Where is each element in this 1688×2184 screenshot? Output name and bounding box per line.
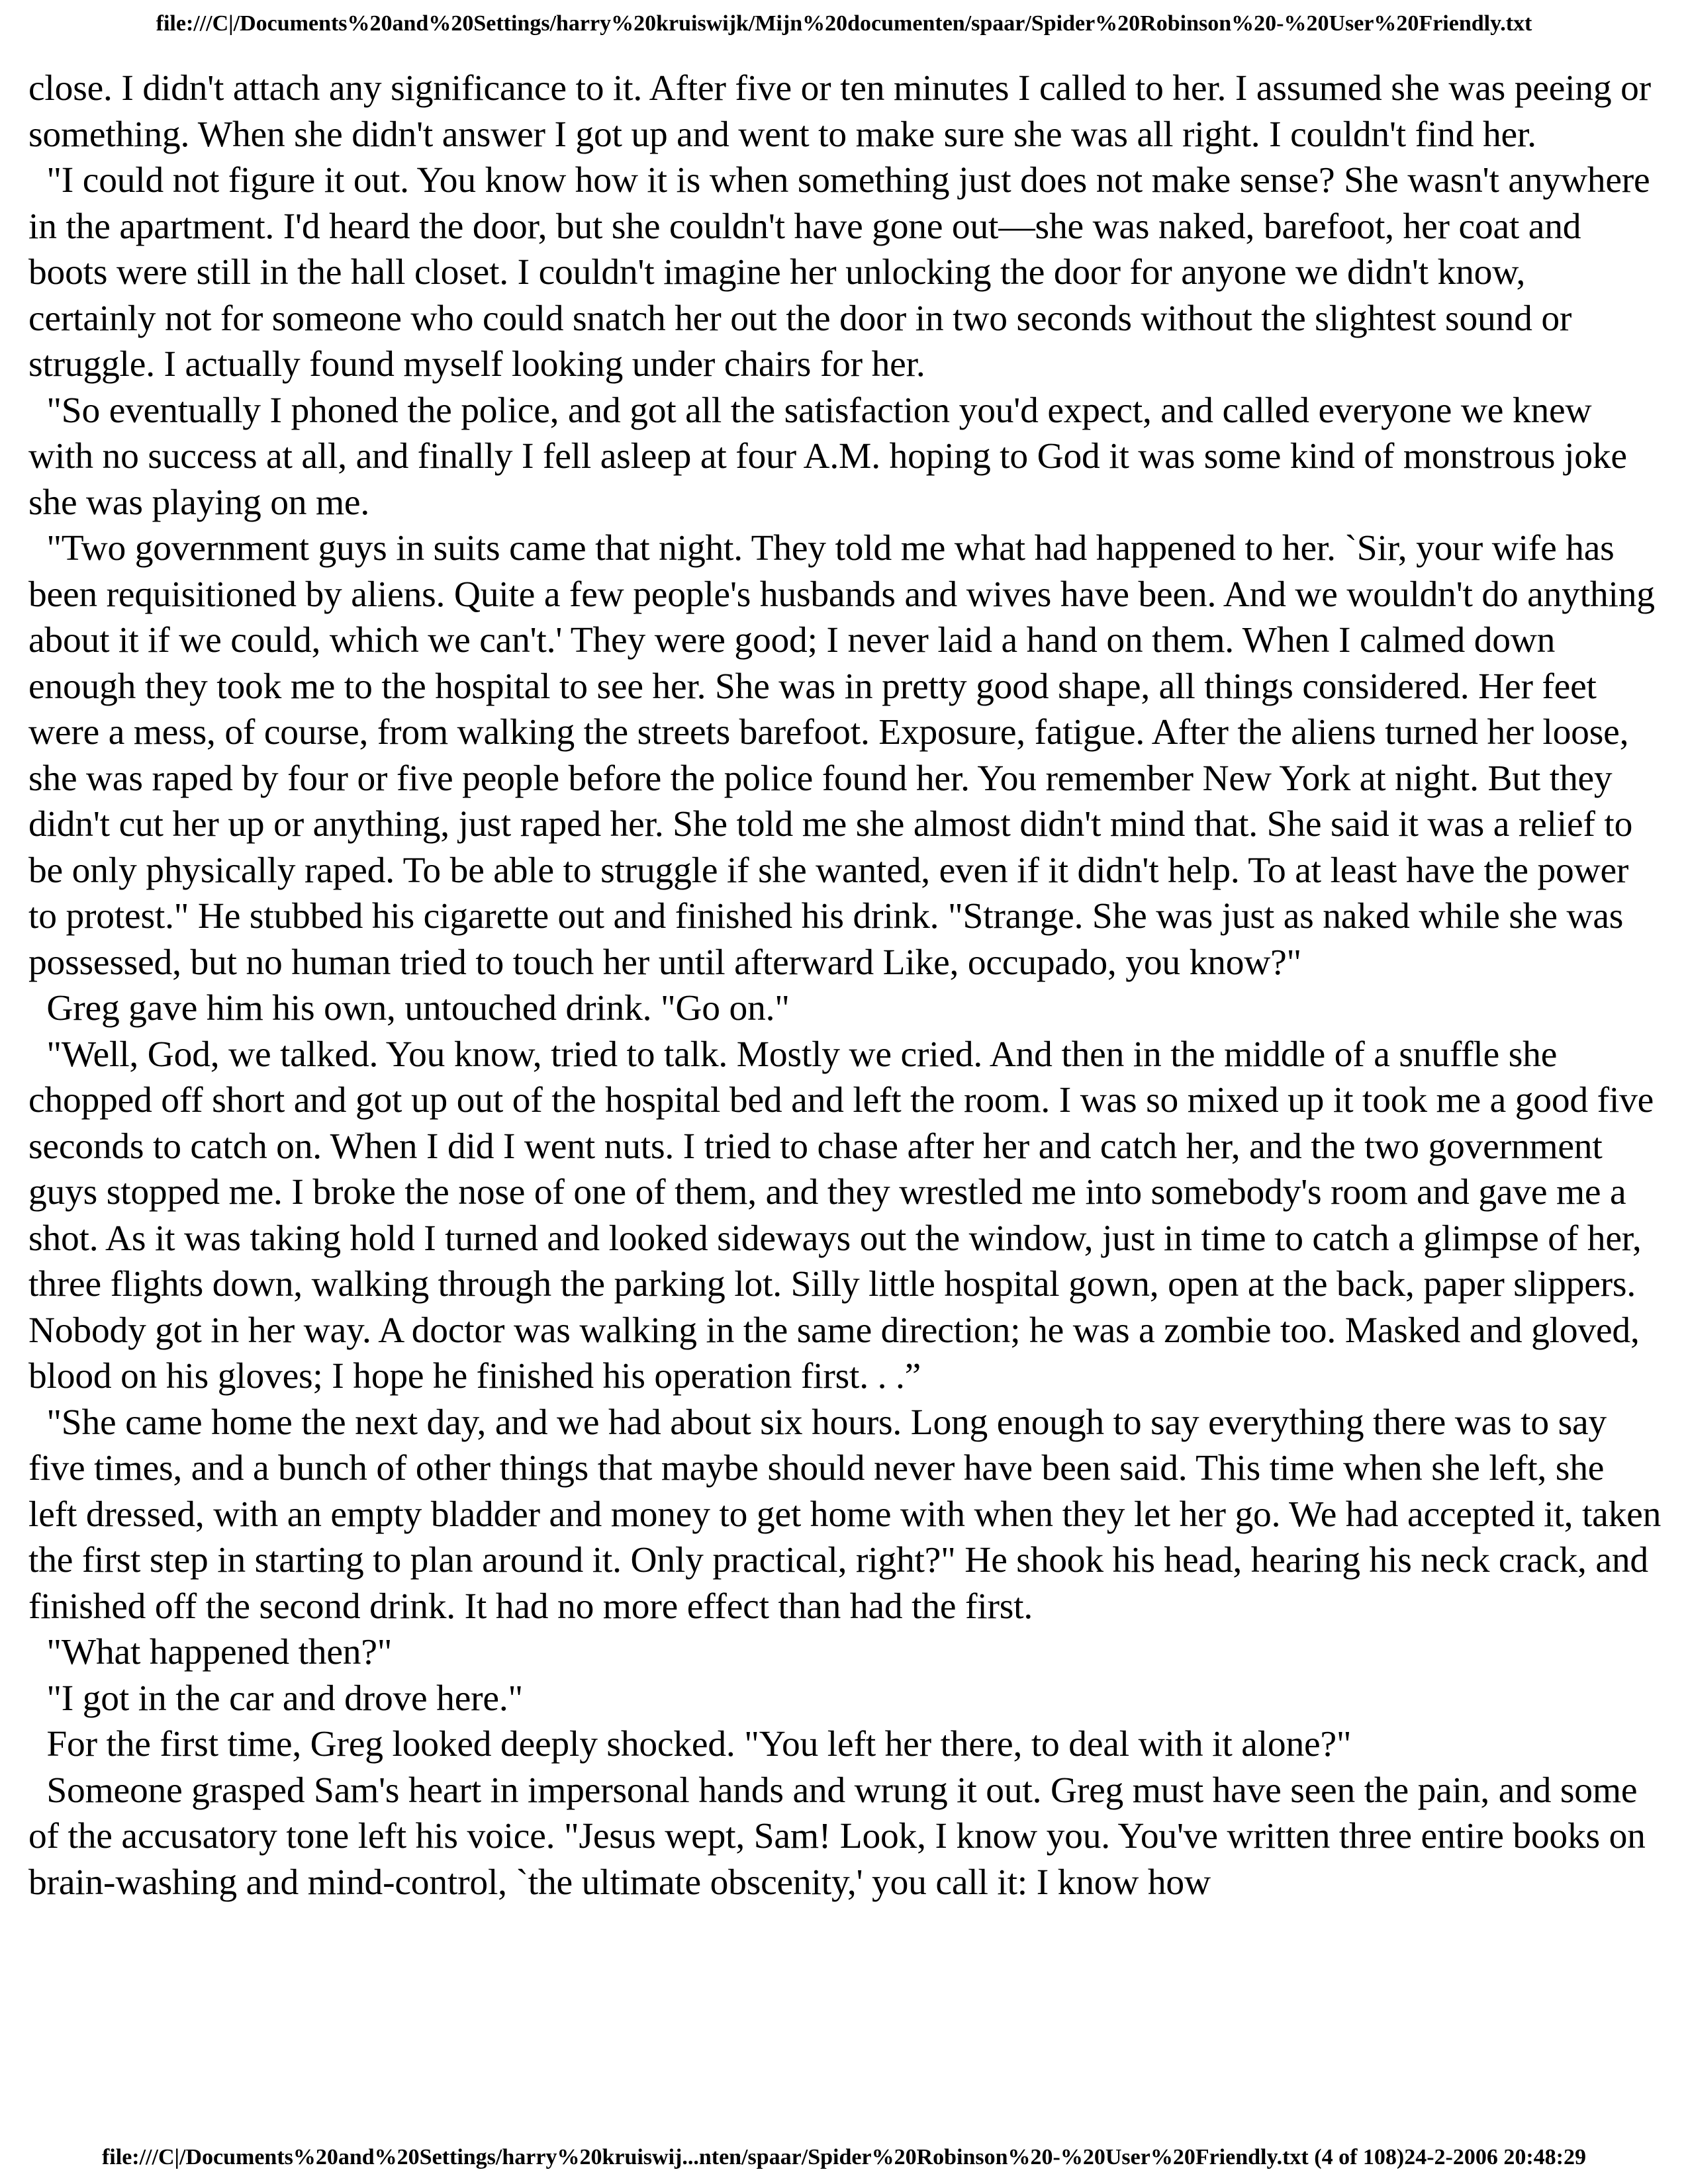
paragraph: For the first time, Greg looked deeply shocked. "You left her there, to deal with it alone?" xyxy=(28,1724,1352,1764)
paragraph: "I got in the car and drove here." xyxy=(28,1678,523,1719)
paragraph: Greg gave him his own, untouched drink. "Go on." xyxy=(28,988,790,1028)
paragraph: "What happened then?" xyxy=(28,1632,393,1672)
page-footer-file-info: file:///C|/Documents%20and%20Settings/harry%20kruiswij...nten/spaar/Spider%20Robinson%20-%20User%20Friendly.txt (4 of 108)24-2-2006 20:48:29 xyxy=(101,2145,1587,2169)
paragraph: "Two government guys in suits came that night. They told me what had happened to her. `Sir, your wife has been requisitioned by aliens. Quite a few people's husbands and wives have been. And we wouldn't do anything about it if we could, which we can't.' They were good; I never laid a hand on them. When I calmed down enough they took me to the hospital to see her. She was in pretty good shape, all things considered. Her feet were a mess, of course, from walking the streets barefoot. Exposure, fatigue. After the aliens turned her loose, she was raped by four or five people before the police found her. You remember New York at night. But they didn't cut her up or anything, just raped her. She told me she almost didn't mind that. She said it was a relief to be only physically raped. To be able to struggle if she wanted, even if it didn't help. To at least have the power to protest." He stubbed his cigarette out and finished his drink. "Strange. She was just as naked while she was possessed, but no human tried to touch her until afterward Like, occupado, you know?" xyxy=(28,528,1655,983)
paragraph: "Well, God, we talked. You know, tried to talk. Mostly we cried. And then in the middle of a snuffle she chopped off short and got up out of the hospital bed and left the room. I was so mixed up it took me a good five seconds to catch on. When I did I went nuts. I tried to chase after her and catch her, and the two government guys stopped me. I broke the nose of one of them, and they wrestled me into somebody's room and gave me a shot. As it was taking hold I turned and looked sideways out the window, just in time to catch a glimpse of her, three flights down, walking through the parking lot. Silly little hospital gown, open at the back, paper slippers. Nobody got in her way. A doctor was walking in the same direction; he was a zombie too. Masked and gloved, blood on his gloves; I hope he finished his operation first. . .” xyxy=(28,1034,1654,1396)
paragraph: "I could not figure it out. You know how it is when something just does not make sense? She wasn't anywhere in the apartment. I'd heard the door, but she couldn't have gone out—she was naked, barefoot, her coat and boots were still in the hall closet. I couldn't imagine her unlocking the door for anyone we didn't know, certainly not for someone who could snatch her out the door in two seconds without the slightest sound or struggle. I actually found myself looking under chairs for her. xyxy=(28,160,1650,385)
document-body xyxy=(28,66,1662,1905)
paragraph: Someone grasped Sam's heart in impersonal hands and wrung it out. Greg must have seen the pain, and some of the accusatory tone left his voice. "Jesus wept, Sam! Look, I know you. You've written three entire books on brain-washing and mind-control, `the ultimate obscenity,' you call it: I know how xyxy=(28,1770,1646,1903)
paragraph: close. I didn't attach any significance to it. After five or ten minutes I called to her. I assumed she was peeing or something. When she didn't answer I got up and went to make sure she was all right. I couldn't find her. xyxy=(28,68,1651,155)
paragraph: "She came home the next day, and we had about six hours. Long enough to say everything there was to say five times, and a bunch of other things that maybe should never have been said. This time when she left, she left dressed, with an empty bladder and money to get home with when they let her go. We had accepted it, taken the first step in starting to plan around it. Only practical, right?" He shook his head, hearing his neck crack, and finished off the second drink. It had no more effect than had the first. xyxy=(28,1402,1662,1627)
paragraph: "So eventually I phoned the police, and got all the satisfaction you'd expect, and called everyone we knew with no success at all, and finally I fell asleep at four A.M. hoping to God it was some kind of monstrous joke she was playing on me. xyxy=(28,390,1627,523)
page-header-file-path: file:///C|/Documents%20and%20Settings/harry%20kruiswijk/Mijn%20documenten/spaar/Spider%20Robinson%20-%20User%20Friendly.txt xyxy=(156,11,1532,36)
